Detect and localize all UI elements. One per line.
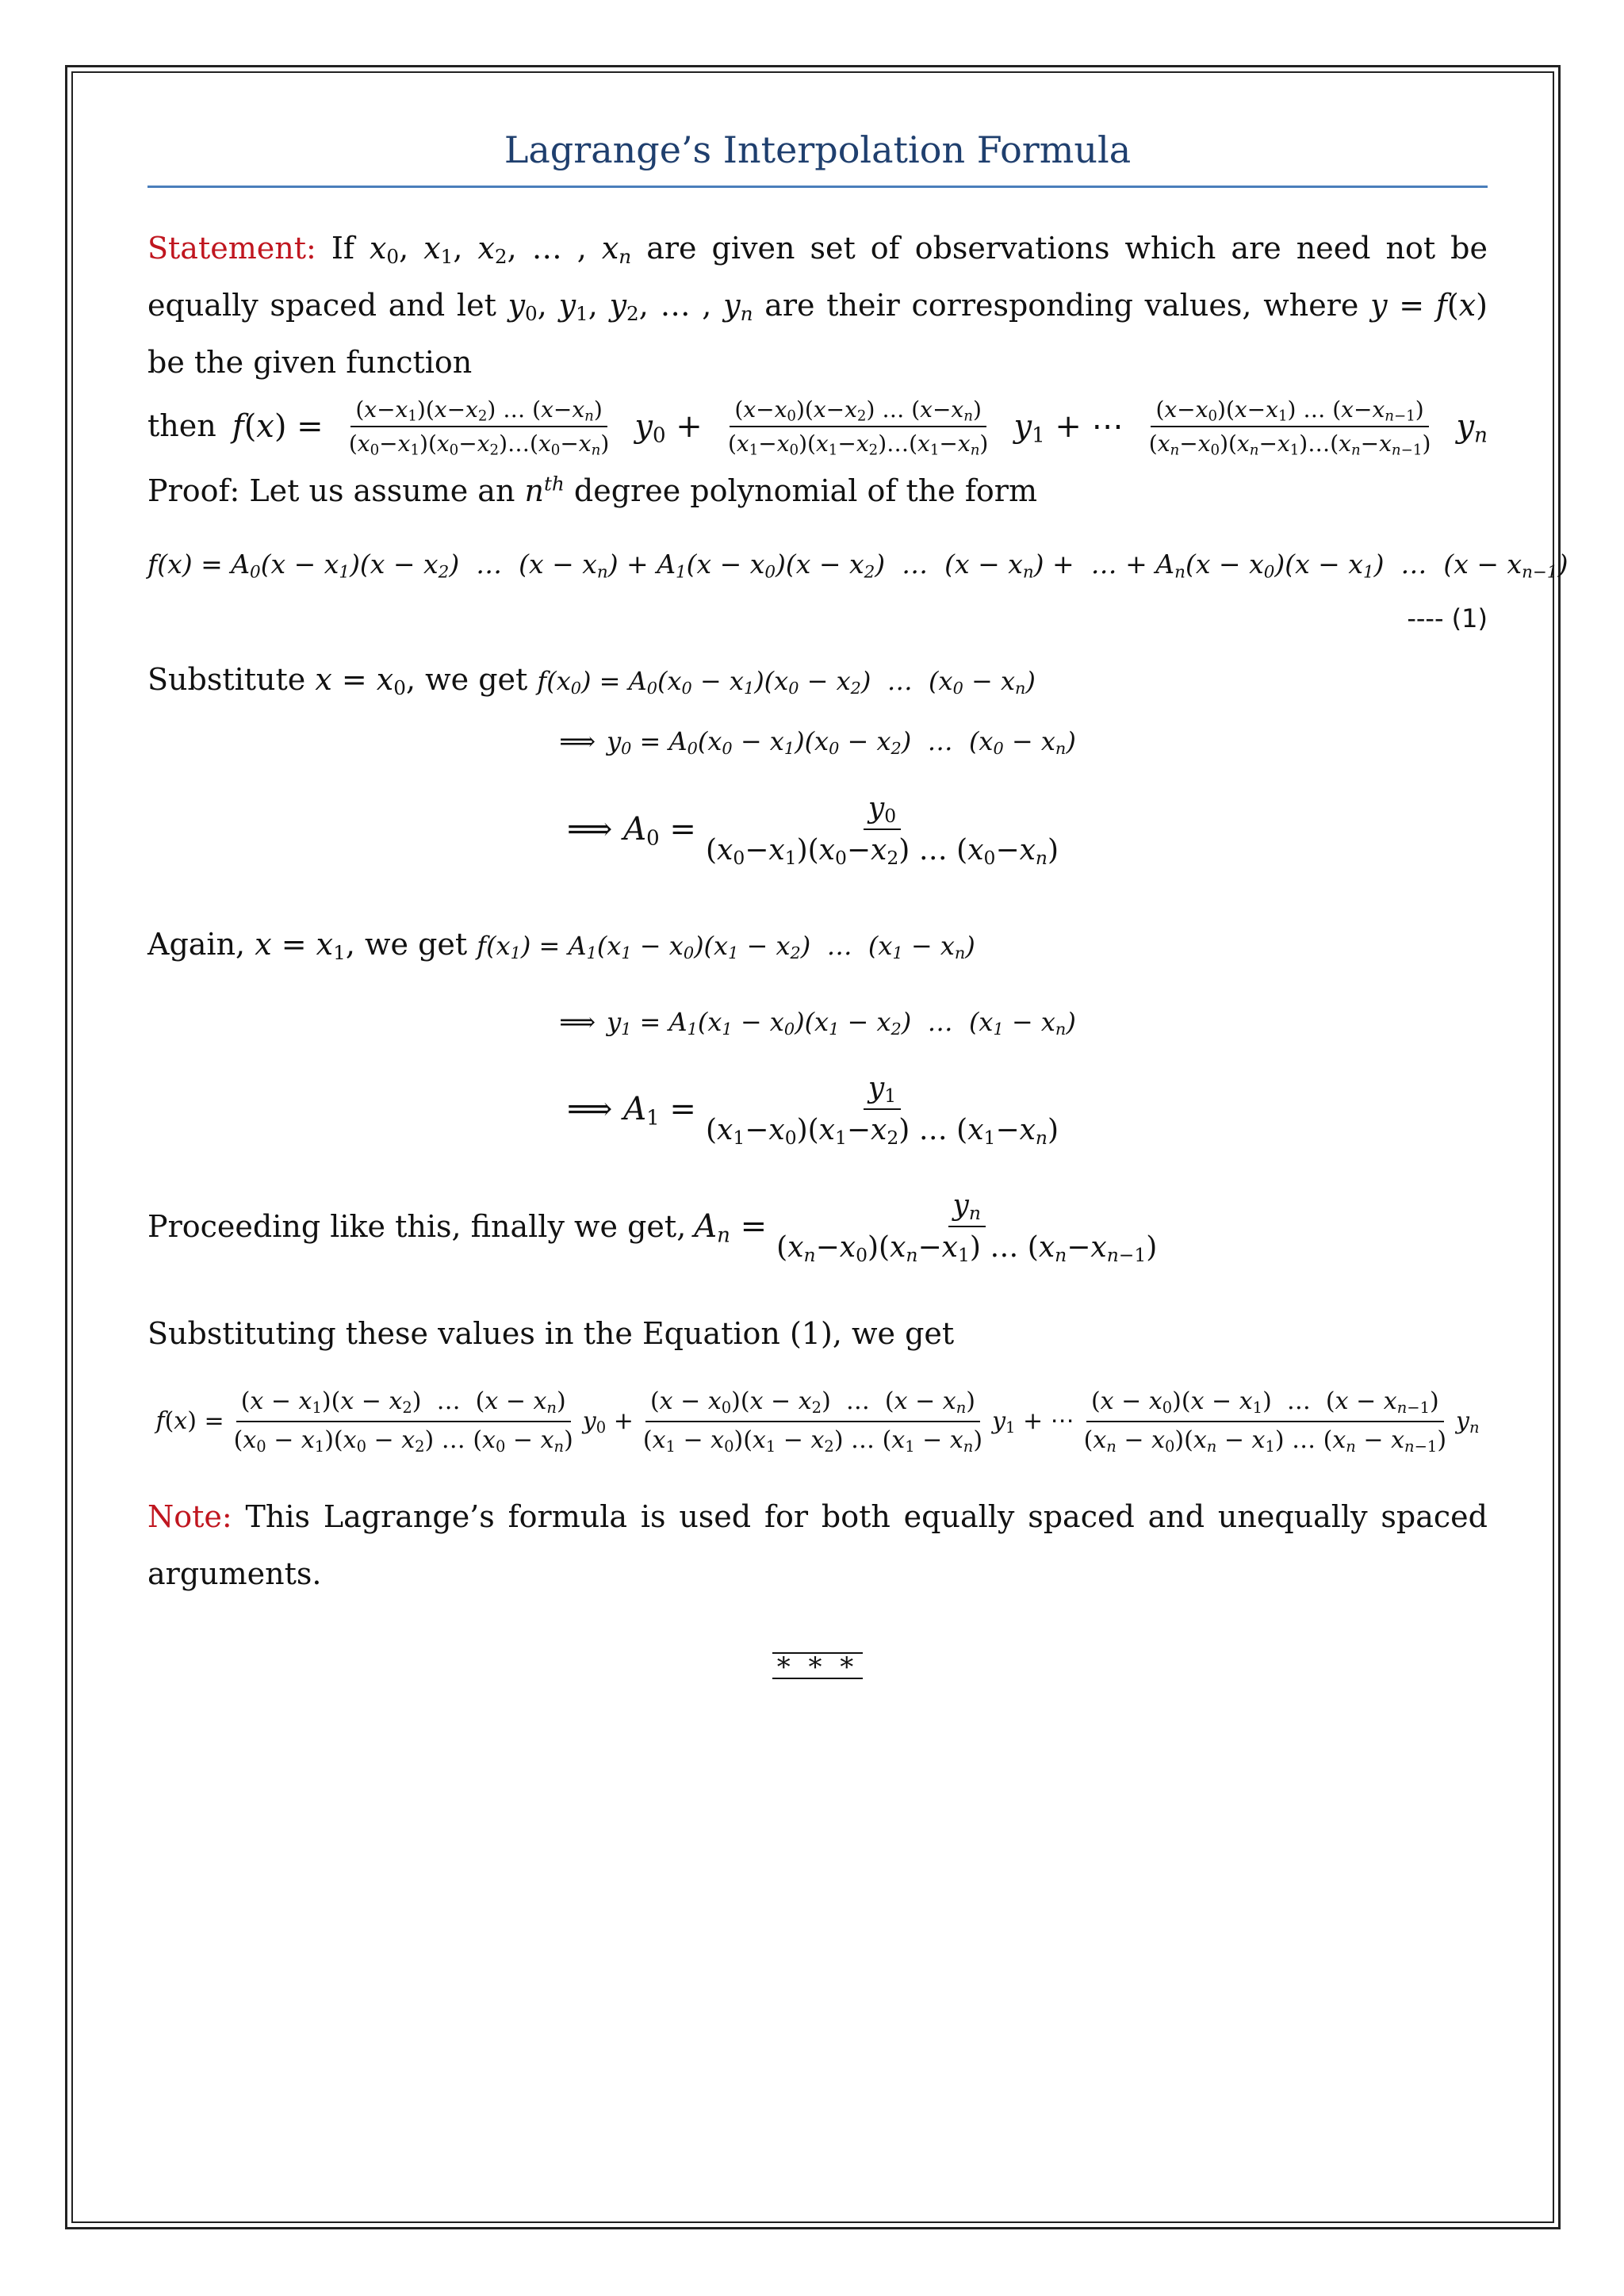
substituting-text: Substituting these values in the Equation (1), we get	[147, 1316, 955, 1352]
x-values-set: $x_0$, $x_1$, $x_2$, … , $x_n$	[369, 230, 632, 268]
statement-text-2c: be the given function	[147, 344, 473, 380]
substitute-x1: Again, $x = x_1$, we get $f(x_1) = A_1(x_1 - x_0)(x_1 - x_2)$ … $(x_1 - x_n)$	[147, 926, 975, 965]
An-result: Proceeding like this, finally we get, $A_n$ = $\frac{y_n}{(x_n-x_0)(x_n-x_1) \dots (x_n-x_{n-1})}$	[147, 1189, 1158, 1267]
statement-paragraph	[147, 220, 1488, 391]
A0-result: ⟹ $A_0$ = $\frac{y_0}{(x_0-x_1)(x_0-x_2) \dots (x_0-x_n)}$	[566, 791, 1059, 869]
formula-term-0: $\frac{(x-x_1)(x-x_2) \dots (x-x_n)}{(x_0-x_1)(x_0-x_2)\dots(x_0-x_n)}$	[348, 396, 610, 459]
statement-text-2b: are their corresponding values, where	[764, 287, 1359, 323]
end-mark: * * *	[147, 1647, 1488, 1686]
statement-text-1b: are given set of observations which are need not be equally spaced	[147, 230, 1488, 323]
note-paragraph	[147, 1488, 1488, 1602]
final-formula: f(x) = $\frac{(x - x_1)(x - x_2) \dots (x - x_n)}{(x_0 - x_1)(x_0 - x_2) \dots (x_0 - x_n)}$ $y_0$ + $\frac{(x - x_0)(x - x_2) \dots (x - x_n)}{(x_1 - x_0)(x_1 - x_2) \dots (x_1 - x_n)}$ $y_1$ + ⋯ $\frac{(x - x_0)(x - x_1) \dots (x - x_{n-1})}{(x_n - x_0)(x_n - x_1) \dots (x_n - x_{n-1})}$ $y_n$	[155, 1387, 1480, 1456]
note-label: Note:	[147, 1499, 232, 1535]
proof-intro: Proof: Let us assume an $n^{th}$ degree polynomial of the form	[147, 472, 1038, 508]
function-definition: y = f(x)	[1370, 287, 1488, 323]
polynomial-equation: $f(x) = A_0(x - x_1)(x - x_2)$ … $(x - x_n) + A_1(x - x_0)(x - x_2)$ … $(x - x_n)$ + … + $A_n(x - x_0)(x - x_1)$ … $(x - x_{n-1})$	[147, 548, 1568, 583]
page-title: Lagrange’s Interpolation Formula	[147, 127, 1488, 188]
substitute-x0: Substitute $x = x_0$, we get $f(x_0) = A_0(x_0 - x_1)(x_0 - x_2)$ … $(x_0 - x_n)$	[147, 662, 1036, 700]
y0-equation: ⟹ $y_0 = A_0(x_0 - x_1)(x_0 - x_2)$ … $(x_0 - x_n)$	[559, 726, 1076, 759]
A1-result: ⟹ $A_1$ = $\frac{y_1}{(x_1-x_0)(x_1-x_2) \dots (x_1-x_n)}$	[566, 1072, 1059, 1150]
statement-formula: then f(x) = $\frac{(x-x_1)(x-x_2) \dots (x-x_n)}{(x_0-x_1)(x_0-x_2)\dots(x_0-x_n)}$ $y_0$ + $\frac{(x-x_0)(x-x_2) \dots (x-x_n)}{(x_1-x_0)(x_1-x_2)\dots(x_1-x_n)}$ $y_1$ + ⋯ $\frac{(x-x_0)(x-x_1) \dots (x-x_{n-1})}{(x_n-x_0)(x_n-x_1)\dots(x_n-x_{n-1})}$ $y_n$	[147, 396, 1488, 459]
statement-text-2a: and let	[388, 287, 496, 323]
document-body	[147, 127, 1568, 1686]
formula-term-n: $\frac{(x-x_0)(x-x_1) \dots (x-x_{n-1})}{(x_n-x_0)(x_n-x_1)\dots(x_n-x_{n-1})}$	[1148, 396, 1431, 459]
formula-lhs: f(x) =	[232, 408, 324, 445]
formula-term-1: $\frac{(x-x_0)(x-x_2) \dots (x-x_n)}{(x_1-x_0)(x_1-x_2)\dots(x_1-x_n)}$	[727, 396, 989, 459]
statement-text-1a: If	[331, 230, 354, 266]
statement-then: then	[147, 408, 216, 444]
equation-number: ---- (1)	[1407, 603, 1488, 633]
y-values-set: $y_0$, $y_1$, $y_2$, … , $y_n$	[508, 287, 753, 325]
y1-equation: ⟹ $y_1 = A_1(x_1 - x_0)(x_1 - x_2)$ … $(x_1 - x_n)$	[559, 1006, 1076, 1039]
note-text: This Lagrange’s formula is used for both equally spaced and unequally spaced arguments.	[147, 1499, 1488, 1592]
statement-label: Statement:	[147, 230, 316, 266]
